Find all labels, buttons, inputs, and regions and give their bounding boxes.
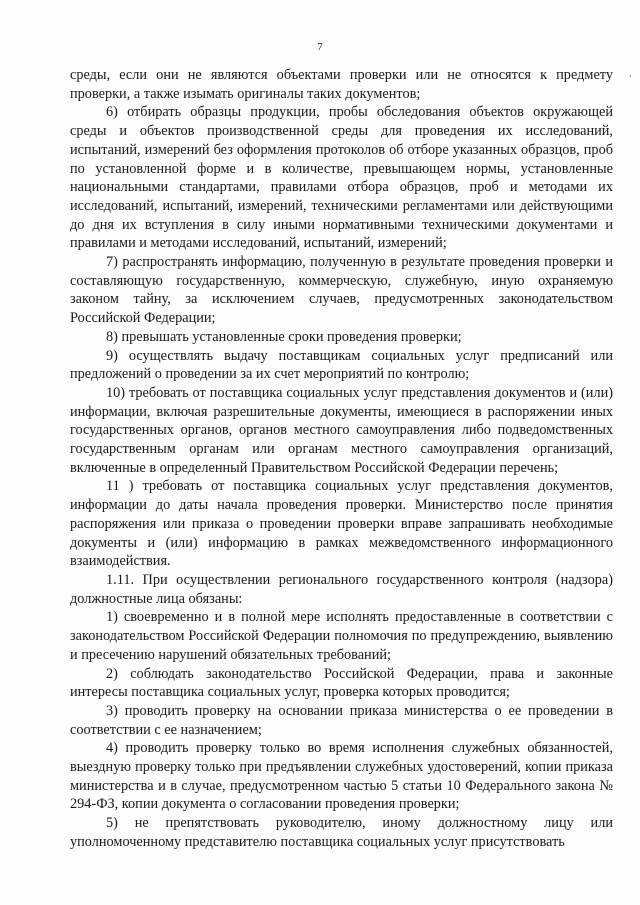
- paragraph-item-8: 8) превышать установленные сроки проведения проверки;: [106, 328, 462, 345]
- paragraph-item-9: 9) осуществлять выдачу поставщикам социальных услуг предписаний или предложений о проведении за их счет мероприятий по контролю;: [70, 347, 613, 383]
- paragraph-item-7: 7) распространять информацию, полученную в результате проведения проверки и составляющую государственную, коммерческую, служебную, иную охраняемую законом тайну, за исключением случаев, предусмотренных законодательством Российской Федерации;: [70, 254, 613, 327]
- document-body: [70, 66, 613, 852]
- section-1-11-heading: 1.11. При осуществлении регионального государственного контроля (надзора) должностные лица обязаны:: [70, 571, 613, 607]
- duty-item-1: 1) своевременно и в полной мере исполнять предоставленные в соответствии с законодательством Российской Федерации полномочия по предупреждению, выявлению и пресечению нарушений обязательных требований;: [70, 609, 613, 663]
- paragraph-item-6: 6) отбирать образцы продукции, пробы обследования объектов окружающей среды и объектов производственной среды для проведения их исследований, испытаний, измерений без оформления протоколов об отборе указанных образцов, проб по установленной форме и в количестве, превышающем нормы, установленные национальными стандартами, правилами отбора образцов, проб и методами их исследований, испытаний, измерений, техническими регламентами или действующими до дня их вступления в силу иными нормативными техническими документами и правилами и методами исследований, испытаний, измерений;: [70, 104, 613, 252]
- duty-item-2: 2) соблюдать законодательство Российской Федерации, права и законные интересы поставщика социальных услуг, проверка которых проводится;: [70, 665, 613, 701]
- page-number: 7: [317, 41, 323, 53]
- duty-item-5: 5) не препятствовать руководителю, иному должностному лицу или уполномоченному представителю поставщика социальных услуг присутствовать: [70, 815, 613, 850]
- duty-item-4: 4) проводить проверку только во время исполнения служебных обязанностей, выездную проверку только при предъявлении служебных удостоверений, копии приказа министерства и в случае, предусмотренном частью 5 статьи 10 Федерального закона № 294-ФЗ, копии документа о согласовании проведения проверки;: [70, 740, 613, 813]
- margin-mark: ,: [629, 68, 632, 79]
- paragraph-continuation: среды, если они не являются объектами проверки или не относятся к предмету проверки, а также изымать оригиналы таких документов;: [70, 67, 613, 102]
- paragraph-item-11: 11 ) требовать от поставщика социальных услуг представления документов, информации до даты начала проведения проверки. Министерство после принятия распоряжения или приказа о проведении проверки вправе запрашивать необходимые документы и (или) информацию в рамках межведомственного информационного взаимодействия.: [70, 478, 613, 570]
- paragraph-item-10: 10) требовать от поставщика социальных услуг представления документов и (или) информации, включая разрешительные документы, имеющиеся в распоряжении иных государственных органов, органов местного самоуправления либо подведомственных государственным органам или органам местного самоуправления организаций, включенные в определенный Правительством Российской Федерации перечень;: [70, 384, 613, 476]
- duty-item-3: 3) проводить проверку на основании приказа министерства о ее проведении в соответствии с ее назначением;: [70, 702, 613, 738]
